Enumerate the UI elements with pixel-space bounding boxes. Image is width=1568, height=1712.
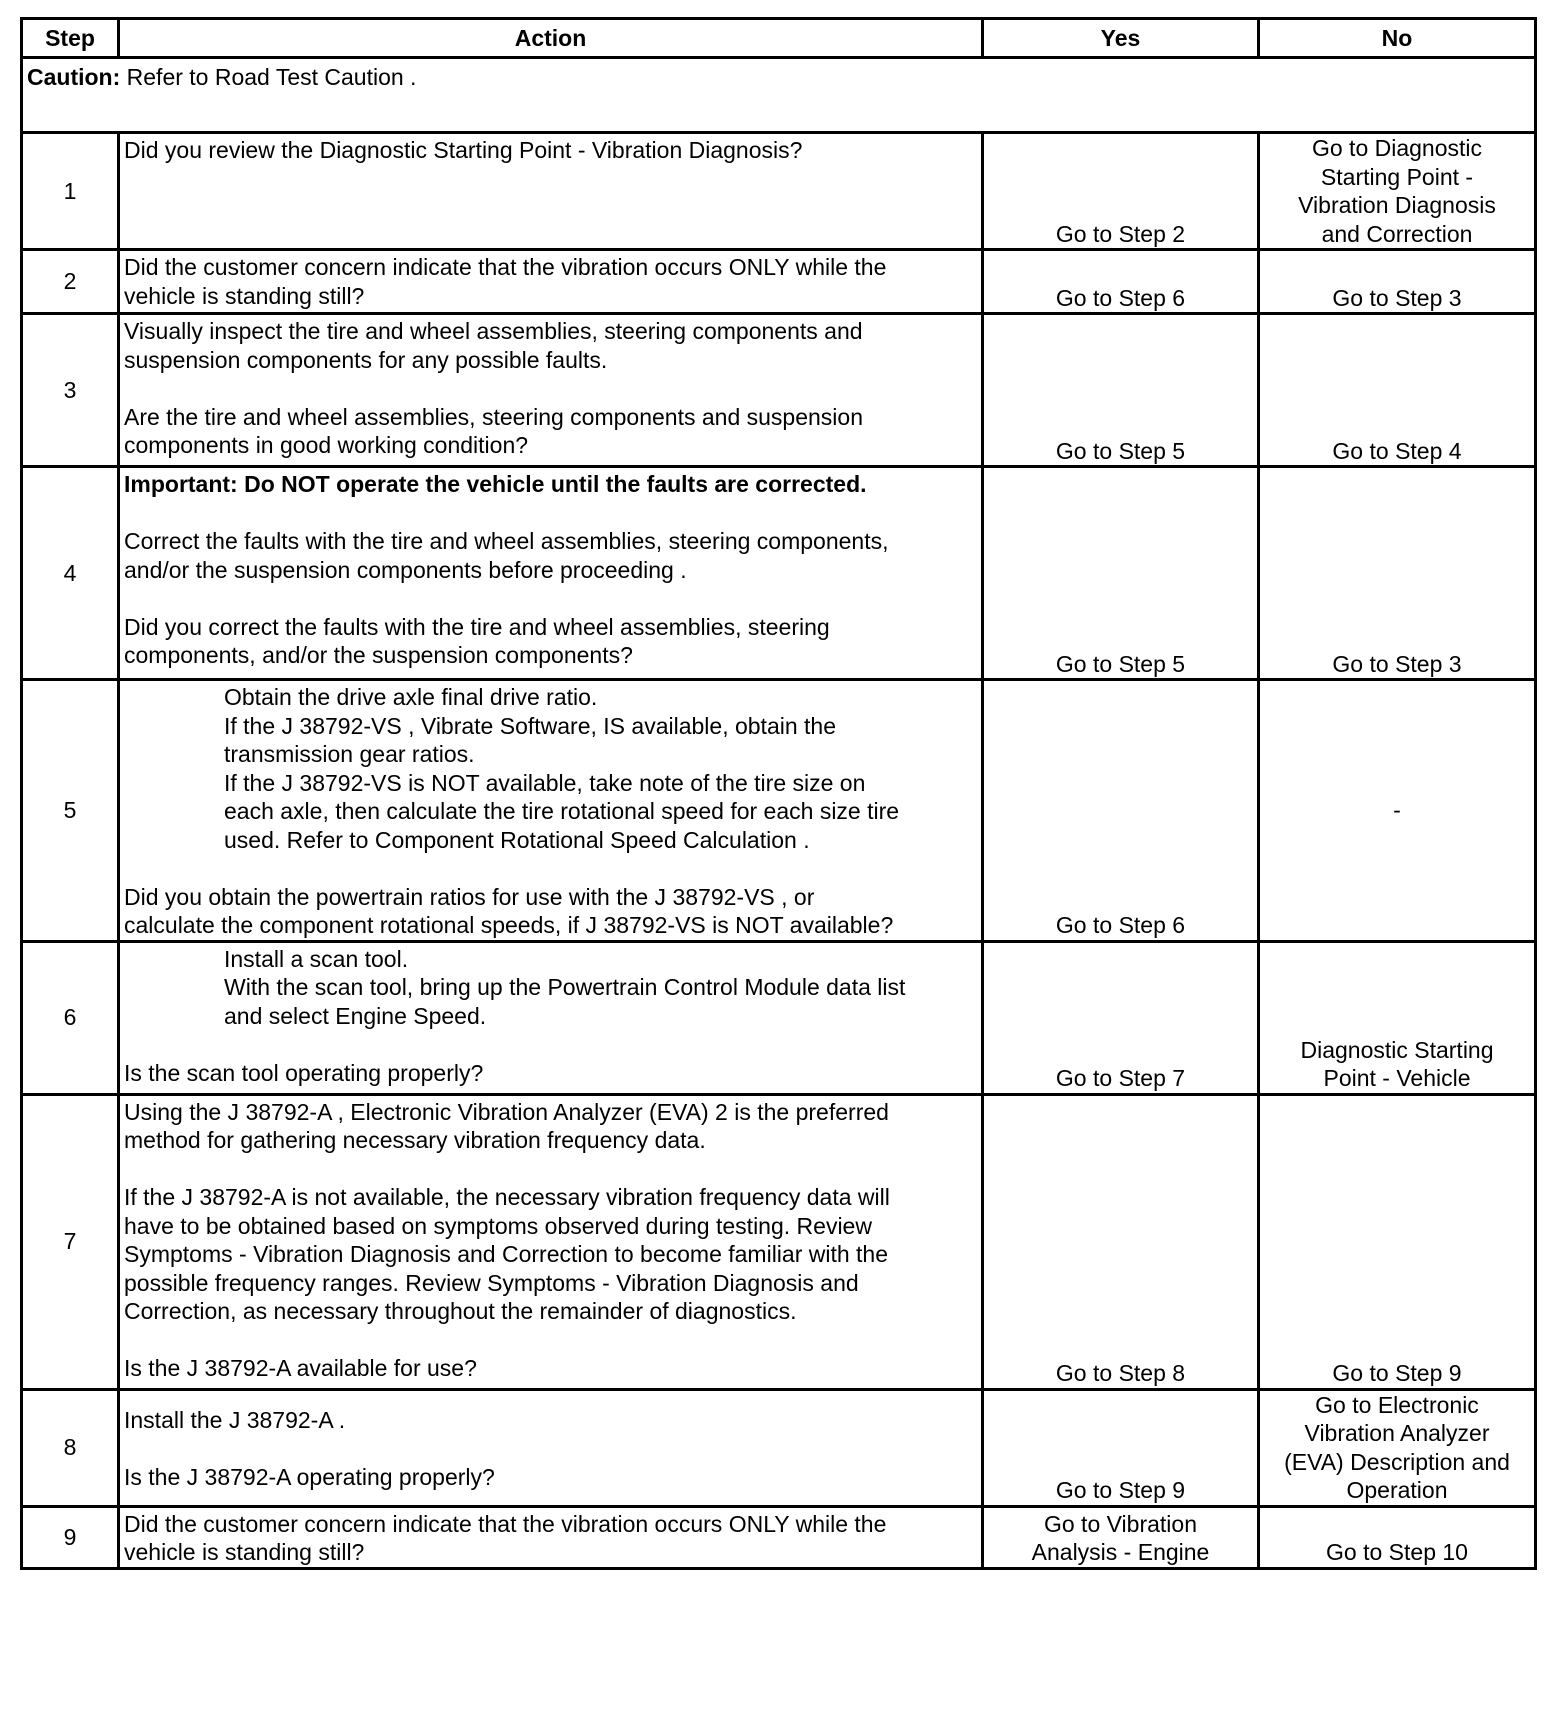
table-row: [22, 250, 1536, 314]
yes-cell: [983, 1506, 1259, 1568]
action-text: Is the J 38792-A operating properly?: [124, 1463, 495, 1490]
no-cell: Go to Step 10: [1259, 1506, 1536, 1568]
action-text: have to be obtained based on symptoms observed during testing. Review: [124, 1212, 872, 1239]
action-text: and/or the suspension components before proceeding .: [124, 556, 687, 583]
bullet-text: each axle, then calculate the tire rotational speed for each size tire: [224, 798, 900, 824]
no-text: Vibration Diagnosis: [1298, 192, 1496, 218]
no-cell: Go to Step 4: [1259, 314, 1536, 467]
action-text: Is the scan tool operating properly?: [124, 1059, 484, 1086]
step-number: 3: [22, 314, 119, 467]
caution-row: [22, 58, 1536, 133]
bullet-text: Install a scan tool.: [224, 945, 409, 972]
important-note: Important: Do NOT operate the vehicle until the faults are corrected.: [124, 471, 867, 497]
caution-cell: [22, 58, 1536, 133]
caution-text: Refer to Road Test Caution .: [120, 64, 417, 90]
no-cell: -: [1259, 680, 1536, 942]
no-cell: Go to Step 3: [1259, 250, 1536, 314]
step-number: 1: [22, 133, 119, 250]
yes-cell: Go to Step 5: [983, 314, 1259, 467]
action-text: Correct the faults with the tire and wheel assemblies, steering components,: [124, 528, 889, 554]
yes-cell: Go to Step 8: [983, 1094, 1259, 1389]
no-text: Starting Point -: [1320, 163, 1474, 190]
no-cell: [1259, 941, 1536, 1094]
action-cell: [119, 680, 983, 942]
step-number: 7: [22, 1094, 119, 1389]
action-cell: [119, 1389, 983, 1506]
no-text: (EVA) Description and: [1284, 1448, 1510, 1475]
action-cell: [119, 314, 983, 467]
no-cell: Go to Step 3: [1259, 467, 1536, 680]
action-text: vehicle is standing still?: [124, 282, 365, 309]
bullet-text: and select Engine Speed.: [224, 1002, 487, 1029]
table-row: [22, 133, 1536, 250]
yes-cell: Go to Step 7: [983, 941, 1259, 1094]
step-number: 6: [22, 941, 119, 1094]
bullet-text: used. Refer to Component Rotational Speed Calculation .: [224, 826, 810, 853]
no-text: Diagnostic Starting: [1300, 1036, 1494, 1063]
yes-cell: Go to Step 6: [983, 680, 1259, 942]
table-row: [22, 1094, 1536, 1389]
header-step: Step: [22, 19, 119, 58]
no-text: Go to Electronic: [1315, 1391, 1479, 1418]
table-row: [22, 1506, 1536, 1568]
no-text: Operation: [1346, 1477, 1448, 1503]
action-text: calculate the component rotational speeds, if J 38792-VS is NOT available?: [124, 912, 894, 938]
yes-cell: Go to Step 2: [983, 133, 1259, 250]
action-cell: [119, 1094, 983, 1389]
action-text: vehicle is standing still?: [124, 1539, 365, 1565]
step-number: 8: [22, 1389, 119, 1506]
action-cell: [119, 133, 983, 250]
header-yes: Yes: [983, 19, 1259, 58]
action-cell: [119, 1506, 983, 1568]
bullet-text: With the scan tool, bring up the Powertrain Control Module data list: [224, 974, 906, 1000]
action-text: Did the customer concern indicate that the vibration occurs ONLY while the: [124, 1510, 887, 1537]
action-text: Correction, as necessary throughout the remainder of diagnostics.: [124, 1298, 797, 1324]
no-cell: [1259, 1389, 1536, 1506]
table-row: [22, 941, 1536, 1094]
bullet-text: transmission gear ratios.: [224, 741, 475, 767]
table-row: [22, 467, 1536, 680]
action-text: Visually inspect the tire and wheel assemblies, steering components and: [124, 318, 863, 344]
header-no: No: [1259, 19, 1536, 58]
bullet-text: Obtain the drive axle final drive ratio.: [224, 684, 598, 710]
action-text: Did you correct the faults with the tire and wheel assemblies, steering: [124, 613, 830, 640]
action-text: suspension components for any possible faults.: [124, 346, 608, 373]
no-text: Go to Diagnostic: [1311, 135, 1483, 161]
action-text: Did the customer concern indicate that the vibration occurs ONLY while the: [124, 254, 887, 280]
action-text: Install the J 38792-A .: [124, 1406, 346, 1433]
bullet-text: If the J 38792-VS is NOT available, take note of the tire size on: [224, 769, 866, 796]
header-row: [22, 19, 1536, 58]
action-text: Are the tire and wheel assemblies, steering components and suspension: [124, 403, 863, 430]
yes-cell: Go to Step 5: [983, 467, 1259, 680]
action-cell: [119, 467, 983, 680]
step-number: 5: [22, 680, 119, 942]
step-number: 4: [22, 467, 119, 680]
yes-cell: Go to Step 9: [983, 1389, 1259, 1506]
action-text: Is the J 38792-A available for use?: [124, 1355, 477, 1381]
caution-label: Caution:: [27, 64, 121, 90]
diagnostic-table: [20, 17, 1537, 1570]
no-cell: Go to Step 9: [1259, 1094, 1536, 1389]
table-row: [22, 1389, 1536, 1506]
step-number: 2: [22, 250, 119, 314]
header-action: Action: [119, 19, 983, 58]
no-text: Point - Vehicle: [1323, 1065, 1471, 1091]
action-text: Using the J 38792-A , Electronic Vibration Analyzer (EVA) 2 is the preferred: [124, 1098, 889, 1125]
yes-cell: Go to Step 6: [983, 250, 1259, 314]
action-text: method for gathering necessary vibration frequency data.: [124, 1127, 706, 1153]
no-text: Vibration Analyzer: [1304, 1420, 1490, 1446]
action-text: Did you obtain the powertrain ratios for use with the J 38792-VS , or: [124, 883, 815, 910]
action-text: components, and/or the suspension components?: [124, 642, 633, 668]
action-text: If the J 38792-A is not available, the necessary vibration frequency data will: [124, 1184, 890, 1210]
table-row: [22, 314, 1536, 467]
bullet-text: If the J 38792-VS , Vibrate Software, IS available, obtain the: [224, 712, 837, 739]
yes-text: Go to Vibration: [1043, 1510, 1197, 1537]
action-cell: [119, 941, 983, 1094]
yes-text: Analysis - Engine: [1031, 1539, 1210, 1565]
action-text: Symptoms - Vibration Diagnosis and Correction to become familiar with the: [124, 1241, 889, 1267]
action-text: components in good working condition?: [124, 432, 529, 458]
no-text: and Correction: [1321, 220, 1473, 247]
no-cell: [1259, 133, 1536, 250]
action-text: Did you review the Diagnostic Starting Point - Vibration Diagnosis?: [124, 137, 803, 163]
action-cell: [119, 250, 983, 314]
table-row: [22, 680, 1536, 942]
step-number: 9: [22, 1506, 119, 1568]
action-text: possible frequency ranges. Review Symptoms - Vibration Diagnosis and: [124, 1269, 859, 1296]
